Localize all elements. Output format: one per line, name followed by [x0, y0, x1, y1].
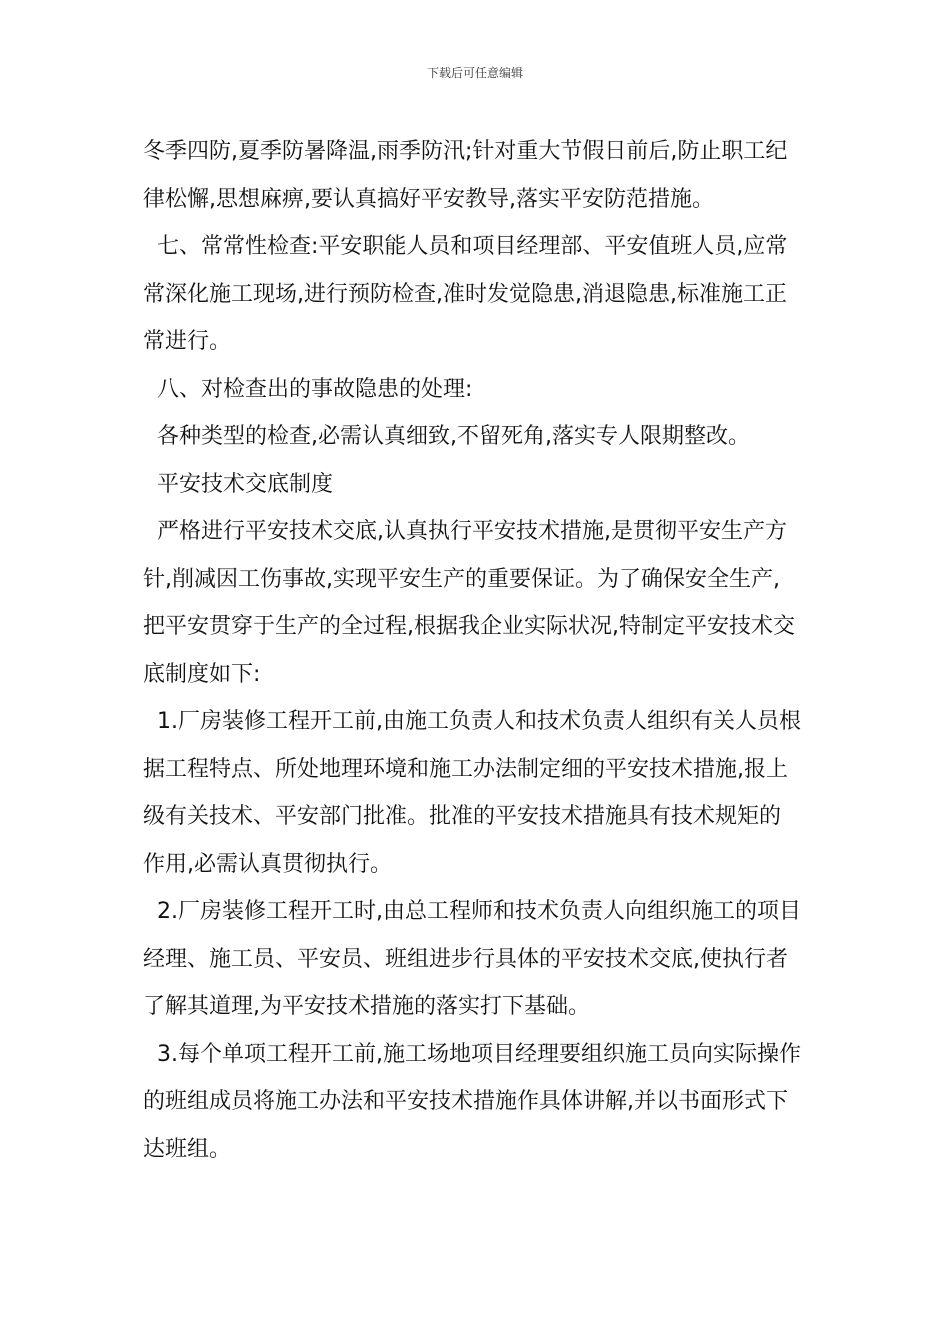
paragraph-regular-inspection [143, 223, 809, 366]
paragraph-inspection-rectification [143, 413, 809, 461]
paragraph-item-1 [143, 698, 809, 888]
paragraph-seasonal-safety [143, 128, 809, 223]
text-line: 八、对检查出的事故隐患的处理: [143, 376, 473, 402]
document-body [143, 128, 809, 1173]
paragraph-hazard-handling [143, 366, 809, 414]
page-header: 下载后可任意编辑 [426, 66, 523, 80]
text-line: 2.厂房装修工程开工时,由总工程师和技术负责人向组织施工的项目 [143, 899, 801, 924]
text-line: 针,削减因工伤事故,实现平安生产的重要保证。为了确保安全生产, [143, 566, 780, 592]
text-line: 底制度如下: [143, 661, 261, 687]
text-line: 各种类型的检查,必需认真细致,不留死角,落实专人限期整改。 [143, 424, 750, 449]
paragraph-item-2 [143, 888, 809, 1031]
text-line: 冬季四防,夏季防暑降温,雨季防汛;针对重大节假日前后,防止职工纪 [143, 139, 788, 164]
text-line: 平安技术交底制度 [143, 471, 333, 497]
text-line: 级有关技术、平安部门批准。批准的平安技术措施具有技术规矩的 [143, 804, 782, 829]
text-line: 常进行。 [143, 329, 232, 354]
text-line: 3.每个单项工程开工前,施工场地项目经理要组织施工员向实际操作 [143, 1041, 801, 1067]
section-heading-technical-briefing [143, 461, 809, 509]
text-line: 把平安贯穿于生产的全过程,根据我企业实际状况,特制定平安技术交 [143, 614, 795, 639]
text-line: 七、常常性检查:平安职能人员和项目经理部、平安值班人员,应常 [143, 234, 788, 259]
text-line: 的班组成员将施工办法和平安技术措施作具体讲解,并以书面形式下 [143, 1089, 788, 1114]
text-line: 常深化施工现场,进行预防检查,准时发觉隐患,消退隐患,标准施工正 [143, 281, 787, 307]
text-line: 严格进行平安技术交底,认真执行平安技术措施,是贯彻平安生产方 [143, 519, 787, 544]
paragraph-item-3 [143, 1031, 809, 1174]
text-line: 作用,必需认真贯彻执行。 [143, 851, 392, 877]
text-line: 经理、施工员、平安员、班组进步行具体的平安技术交底,使执行者 [143, 946, 788, 972]
text-line: 了解其道理,为平安技术措施的落实打下基础。 [143, 994, 590, 1019]
text-line: 律松懈,思想麻痹,要认真搞好平安教导,落实平安防范措施。 [143, 186, 714, 212]
paragraph-briefing-intro [143, 508, 809, 698]
text-line: 1.厂房装修工程开工前,由施工负责人和技术负责人组织有关人员根 [143, 709, 801, 734]
text-line: 达班组。 [143, 1136, 232, 1162]
text-line: 据工程特点、所处地理环境和施工办法制定细的平安技术措施,报上 [143, 756, 788, 782]
